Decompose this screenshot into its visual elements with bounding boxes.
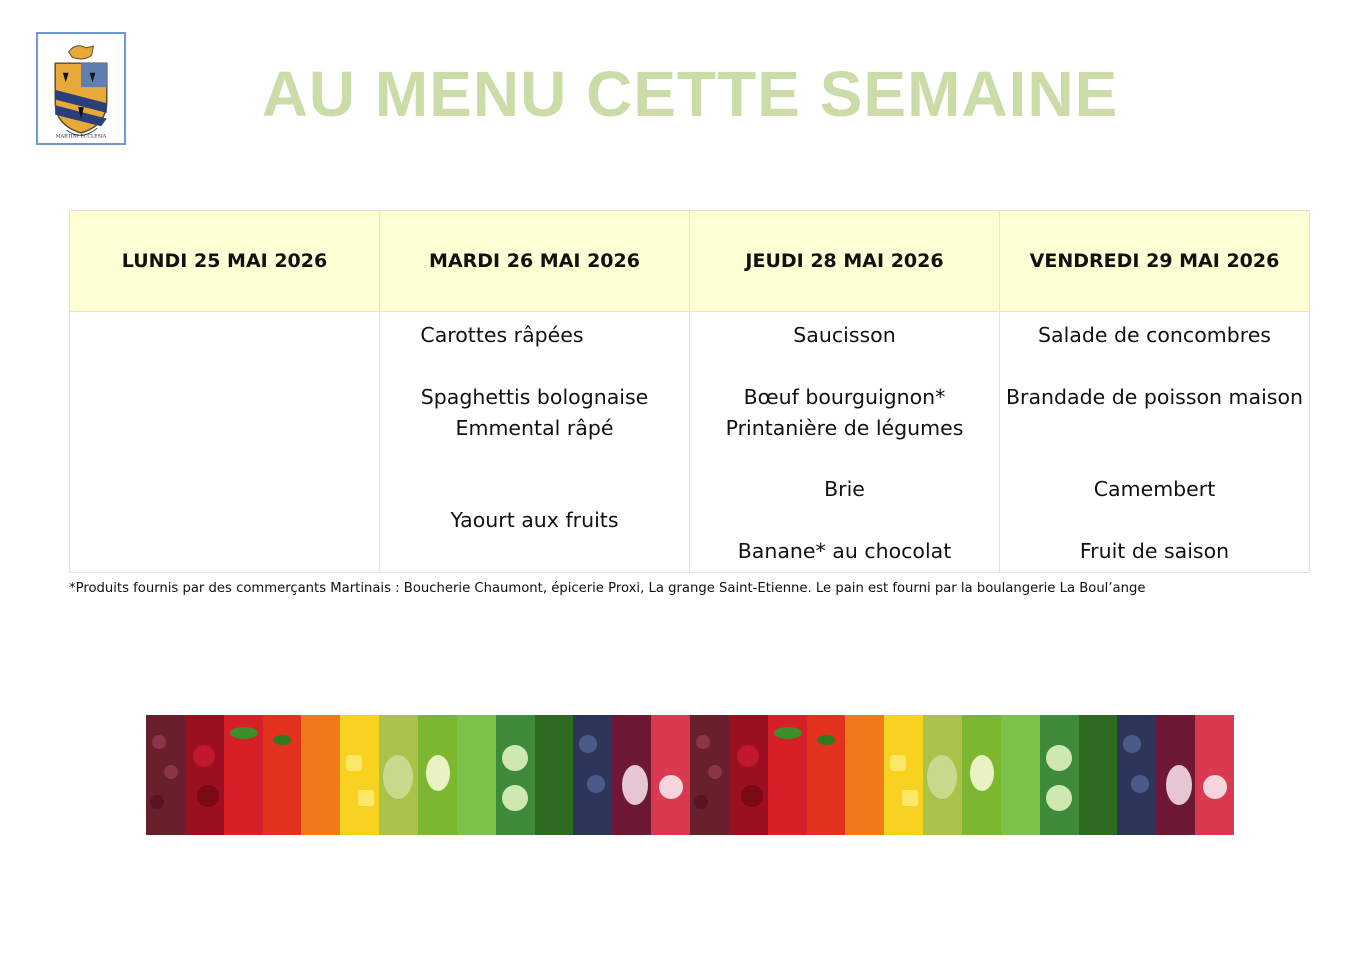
blueberries-icon: [1117, 715, 1156, 835]
broccoli-icon: [1079, 715, 1118, 835]
day-menu-tuesday: [380, 312, 690, 573]
strawberry-icon: [224, 715, 263, 835]
lettuce-icon: [1001, 715, 1040, 835]
tomato-icon: [807, 715, 846, 835]
side-dish: Emmental râpé: [455, 416, 614, 440]
main-course: Brandade de poisson maison: [1005, 385, 1303, 409]
grapes-icon: [146, 715, 185, 835]
kiwi-icon: [418, 715, 457, 835]
cucumber-icon: [1040, 715, 1079, 835]
main-course: Bœuf bourguignon*: [743, 385, 946, 409]
starter: Salade de concombres: [1038, 323, 1271, 347]
day-header-thursday: JEUDI 28 MAI 2026: [690, 211, 1000, 312]
carrot-icon: [845, 715, 884, 835]
coat-of-arms-icon: [38, 34, 124, 143]
pineapple-icon: [884, 715, 923, 835]
footnote: *Produits fournis par des commerçants Martinais : Boucherie Chaumont, épicerie Proxi, La grange Saint-Etienne. Le pain est fourni par la boulangerie La Boul’ange: [69, 581, 1146, 596]
svg-text:MARTINI ECCLESIA: MARTINI ECCLESIA: [55, 134, 107, 140]
strawberry-icon: [768, 715, 807, 835]
day-header-tuesday: MARDI 26 MAI 2026: [380, 211, 690, 312]
dessert: Banane* au chocolat: [737, 539, 952, 563]
radish-icon: [651, 715, 690, 835]
dessert: Fruit de saison: [1079, 539, 1230, 563]
header-row: [70, 211, 1310, 312]
day-menu-friday: [1000, 312, 1310, 573]
day-header-friday: VENDREDI 29 MAI 2026: [1000, 211, 1310, 312]
cucumber-icon: [496, 715, 535, 835]
cherries-icon: [185, 715, 224, 835]
cheese: Camembert: [1093, 477, 1216, 501]
main-course: Spaghettis bolognaise: [420, 385, 649, 409]
side-dish: Printanière de légumes: [725, 416, 964, 440]
pineapple-icon: [340, 715, 379, 835]
kiwi-icon: [962, 715, 1001, 835]
tomato-icon: [263, 715, 302, 835]
day-header-monday: LUNDI 25 MAI 2026: [70, 211, 380, 312]
fruit-vegetable-banner: [146, 715, 1234, 835]
weekly-menu-table: [69, 210, 1310, 573]
dishes-row: [70, 312, 1310, 573]
gooseberry-icon: [923, 715, 962, 835]
cherries-icon: [729, 715, 768, 835]
grapes-icon: [690, 715, 729, 835]
day-menu-monday: [70, 312, 380, 573]
starter: Carottes râpées: [420, 323, 584, 347]
red-onion-icon: [1156, 715, 1195, 835]
gooseberry-icon: [379, 715, 418, 835]
lettuce-icon: [457, 715, 496, 835]
red-onion-icon: [612, 715, 651, 835]
starter: Saucisson: [793, 323, 896, 347]
cheese: Brie: [824, 477, 865, 501]
blueberries-icon: [573, 715, 612, 835]
school-logo: [36, 32, 126, 145]
carrot-icon: [301, 715, 340, 835]
page-title: AU MENU CETTE SEMAINE: [261, 58, 1119, 130]
dessert: Yaourt aux fruits: [450, 508, 619, 532]
broccoli-icon: [535, 715, 574, 835]
day-menu-thursday: [690, 312, 1000, 573]
radish-icon: [1195, 715, 1234, 835]
